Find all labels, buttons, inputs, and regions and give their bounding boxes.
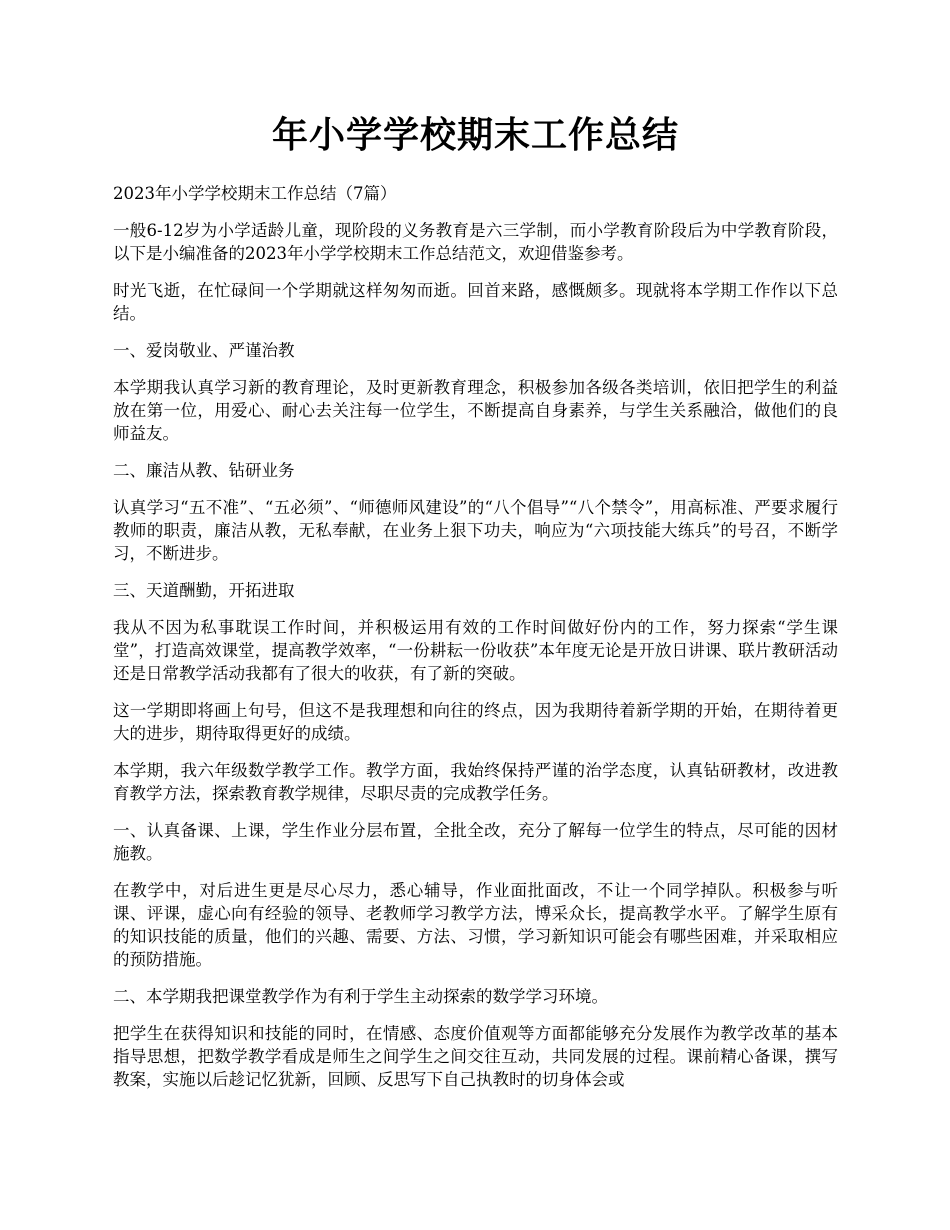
section-heading: 三、天道酬勤，开拓进取: [113, 581, 295, 600]
subtitle-paragraph: 2023年小学学校期末工作总结（7篇）: [113, 184, 397, 203]
body-paragraph: 我从不因为私事耽误工作时间，并积极运用有效的工作时间做好份内的工作，努力探索“学生课堂”，打造高效课堂，提高教学效率，“一份耕耘一份收获”本年度无论是开放日讲课、联片教研活动还是日常教学活动我都有了很大的收获，有了新的突破。: [113, 618, 838, 683]
body-paragraph: 本学期我认真学习新的教育理论，及时更新教育理念，积极参加各级各类培训，依旧把学生的利益放在第一位，用爱心、耐心去关注每一位学生，不断提高自身素养，与学生关系融洽，做他们的良师益友。: [113, 378, 838, 443]
section-heading: 一、爱岗敬业、严谨治教: [113, 341, 295, 360]
document-title: 年小学学校期末工作总结: [271, 114, 679, 156]
body-paragraph: 把学生在获得知识和技能的同时，在情感、态度价值观等方面都能够充分发展作为教学改革的基本指导思想，把数学教学看成是师生之间学生之间交往互动，共同发展的过程。课前精心备课，撰写教案，实施以后趁记忆犹新，回顾、反思写下自己执教时的切身体会或: [113, 1024, 838, 1089]
body-paragraph: 本学期，我六年级数学教学工作。教学方面，我始终保持严谨的治学态度，认真钻研教材，改进教育教学方法，探索教育教学规律，尽职尽责的完成教学任务。: [113, 761, 838, 803]
body-paragraph: 认真学习“五不准”、“五必须”、“师德师风建设”的“八个倡导”“八个禁令”，用高标准、严要求履行教师的职责，廉洁从教，无私奉献，在业务上狠下功夫，响应为“六项技能大练兵”的号召，不断学习，不断进步。: [113, 498, 838, 563]
intro-paragraph: 一般6-12岁为小学适龄儿童，现阶段的义务教育是六三学制，而小学教育阶段后为中学教育阶段，以下是小编准备的2023年小学学校期末工作总结范文，欢迎借鉴参考。: [113, 221, 838, 263]
body-paragraph: 在教学中，对后进生更是尽心尽力，悉心辅导，作业面批面改，不让一个同学掉队。积极参与听课、评课，虚心向有经验的领导、老教师学习教学方法，博采众长，提高教学水平。了解学生原有的知识技能的质量，他们的兴趣、需要、方法、习惯，学习新知识可能会有哪些困难，并采取相应的预防措施。: [113, 881, 838, 969]
section-heading: 一、认真备课、上课，学生作业分层布置，全批全改，充分了解每一位学生的特点，尽可能的因材施教。: [113, 821, 838, 863]
section-heading: 二、本学期我把课堂教学作为有利于学生主动探索的数学学习环境。: [113, 987, 608, 1006]
section-heading: 二、廉洁从教、钻研业务: [113, 461, 295, 480]
body-paragraph: 这一学期即将画上句号，但这不是我理想和向往的终点，因为我期待着新学期的开始，在期待着更大的进步，期待取得更好的成绩。: [113, 701, 838, 743]
body-paragraph: 时光飞逝，在忙碌间一个学期就这样匆匆而逝。回首来路，感慨颇多。现就将本学期工作作以下总结。: [113, 281, 838, 323]
